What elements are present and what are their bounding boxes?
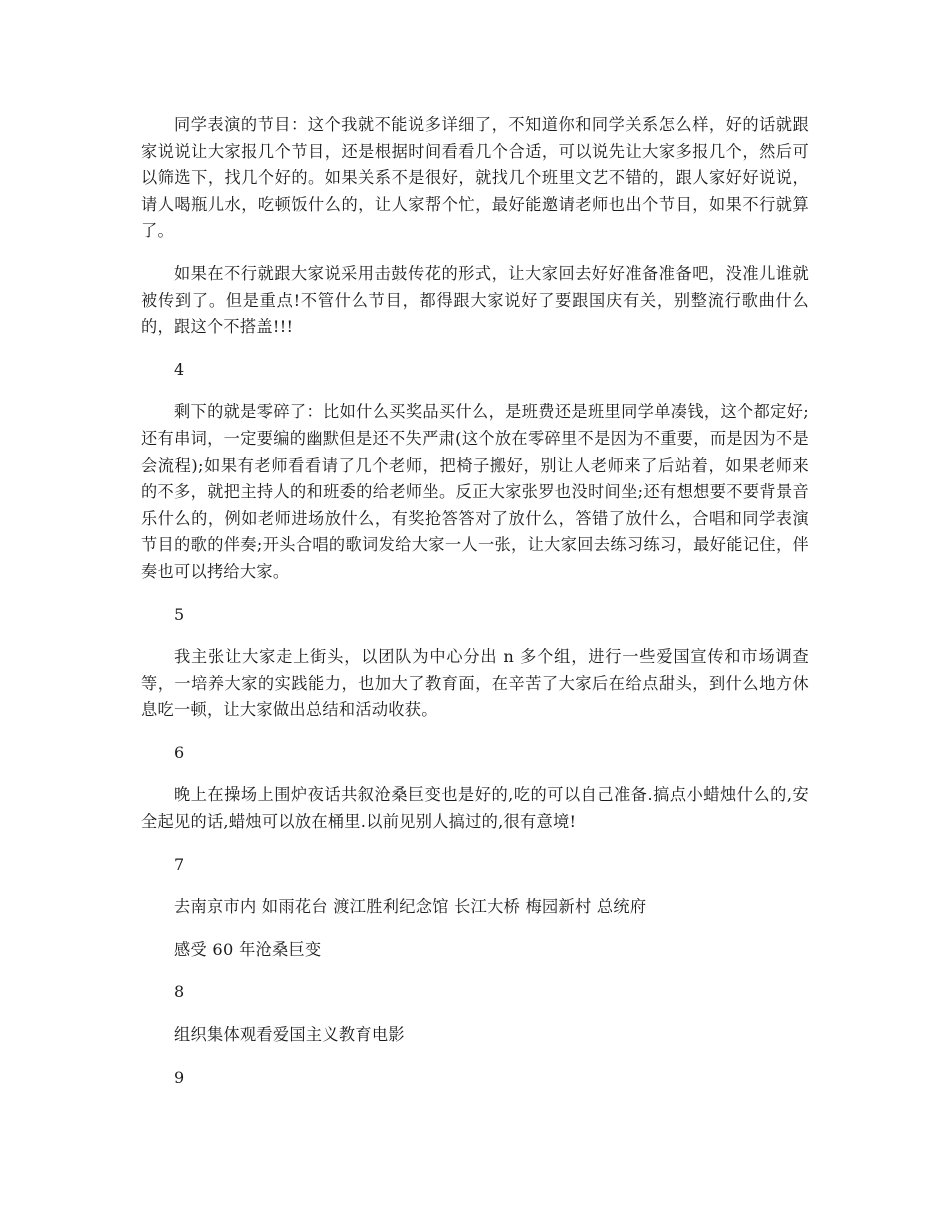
- section-number-4: 4: [174, 359, 185, 379]
- section-number-5: 5: [174, 604, 185, 624]
- line-nanjing-visit: 去南京市内 如雨花台 渡江胜利纪念馆 长江大桥 梅园新村 总统府: [174, 897, 647, 917]
- paragraph-night-gathering: 晚上在操场上围炉夜话共叙沧桑巨变也是好的,吃的可以自己准备.搞点小蜡烛什么的,安全起见的话,蜡烛可以放在桶里.以前见别人搞过的,很有意境!: [141, 785, 809, 832]
- document-page: [141, 112, 809, 1107]
- line-60-years-change: 感受 60 年沧桑巨变: [174, 939, 322, 959]
- section-number-7: 7: [174, 854, 185, 874]
- paragraph-student-performances: 同学表演的节目：这个我就不能说多详细了，不知道你和同学关系怎么样，好的话就跟家说说让大家报几个节目，还是根据时间看看几个合适，可以说先让大家多报几个，然后可以筛选下，找几个好的。如果关系不是很好，就找几个班里文艺不错的，跟人家好好说说，请人喝瓶儿水，吃顿饭什么的，让人家帮个忙，最好能邀请老师也出个节目，如果不行就算了。: [141, 115, 809, 241]
- section-number-9: 9: [174, 1067, 185, 1087]
- section-number-6: 6: [174, 742, 185, 762]
- line-patriotic-movie: 组织集体观看爱国主义教育电影: [174, 1025, 405, 1045]
- paragraph-street-activity: 我主张让大家走上街头，以团队为中心分出 n 多个组，进行一些爱国宣传和市场调查等，一培养大家的实践能力，也加大了教育面，在辛苦了大家后在给点甜头，到什么地方休息吃一顿，让大家做出总结和活动收获。: [141, 647, 809, 720]
- paragraph-miscellaneous: 剩下的就是零碎了：比如什么买奖品买什么，是班费还是班里同学单凑钱，这个都定好;还有串词，一定要编的幽默但是还不失严肃(这个放在零碎里不是因为不重要，而是因为不是会流程);如果有老师看看请了几个老师，把椅子搬好，别让人老师来了后站着，如果老师来的不多，就把主持人的和班委的给老师坐。反正大家张罗也没时间坐;还有想想要不要背景音乐什么的，例如老师进场放什么，有奖抢答答对了放什么，答错了放什么，合唱和同学表演节目的歌的伴奏;开头合唱的歌词发给大家一人一张，让大家回去练习练习，最好能记住，伴奏也可以拷给大家。: [141, 402, 809, 581]
- paragraph-drum-pass-flower: 如果在不行就跟大家说采用击鼓传花的形式，让大家回去好好准备准备吧，没准儿谁就被传到了。但是重点!不管什么节目，都得跟大家说好了要跟国庆有关，别整流行歌曲什么的，跟这个不搭盖!!!: [141, 263, 809, 337]
- section-number-8: 8: [174, 982, 185, 1002]
